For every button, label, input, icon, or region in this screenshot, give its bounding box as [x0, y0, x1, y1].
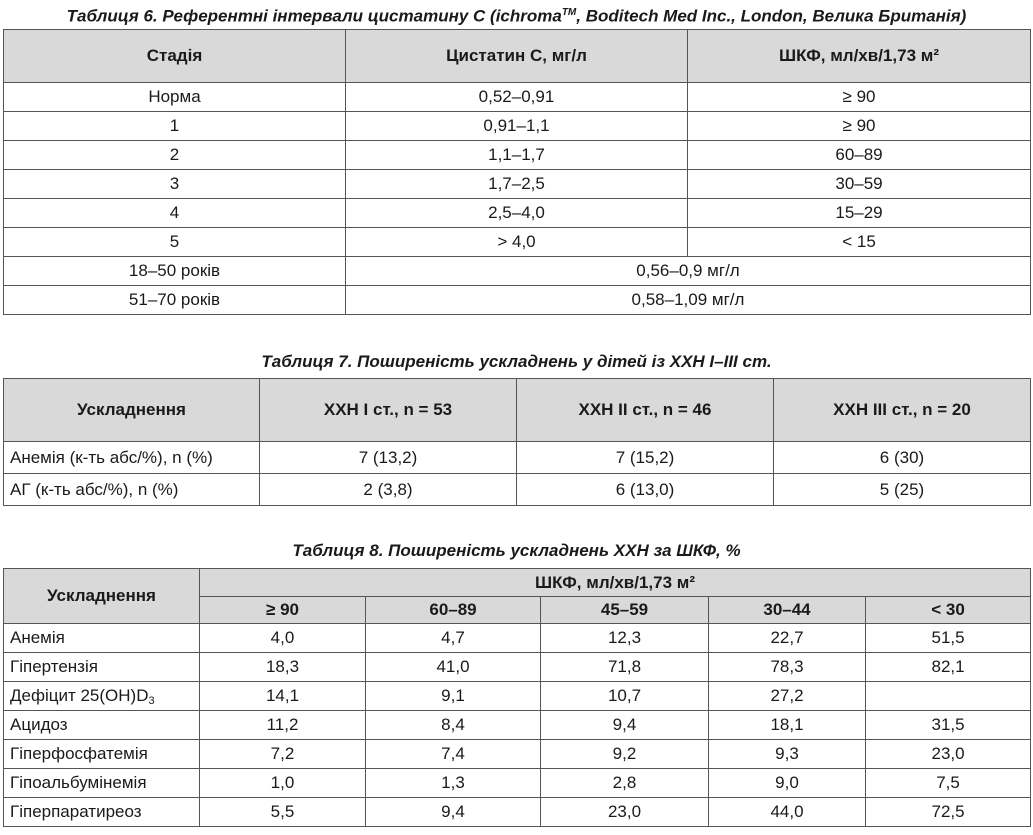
- table-cell: [4, 740, 200, 769]
- table-cell: 4: [4, 199, 346, 228]
- table-row: [4, 798, 1031, 827]
- complication-label: Гіпертензія: [10, 657, 98, 676]
- table7-header-cell: ХХН II ст., n = 46: [517, 379, 774, 442]
- table-cell: 2,8: [541, 769, 709, 798]
- table-cell: 30–59: [688, 170, 1031, 199]
- table6-header-cell: ШКФ, мл/хв/1,73 м²: [688, 30, 1031, 83]
- table-cell: АГ (к-ть абс/%), n (%): [4, 474, 260, 506]
- table-cell: 7 (15,2): [517, 442, 774, 474]
- table-cell: < 15: [688, 228, 1031, 257]
- table-cell: 9,2: [541, 740, 709, 769]
- table-cell: 5 (25): [774, 474, 1031, 506]
- table-cell: 10,7: [541, 682, 709, 711]
- table-row: [4, 170, 1031, 199]
- subscript: 3: [148, 694, 155, 707]
- table-cell: 41,0: [366, 653, 541, 682]
- table-cell: [4, 798, 200, 827]
- complication-label: Гіпоальбумінемія: [10, 773, 147, 792]
- table7-header-cell: ХХН III ст., n = 20: [774, 379, 1031, 442]
- table-cell: 1,1–1,7: [346, 141, 688, 170]
- complication-label: Гіперпаратиреоз: [10, 802, 142, 821]
- table-row: [4, 442, 1031, 474]
- table-row: [4, 257, 1031, 286]
- table-cell: 15–29: [688, 199, 1031, 228]
- table-cell: 6 (30): [774, 442, 1031, 474]
- table-cell: 78,3: [709, 653, 866, 682]
- table-cell: Норма: [4, 83, 346, 112]
- table-cell: 2 (3,8): [260, 474, 517, 506]
- table-cell: 7,2: [200, 740, 366, 769]
- table-row: [4, 141, 1031, 170]
- table-cell: 4,7: [366, 624, 541, 653]
- table-cell: ≥ 90: [688, 112, 1031, 141]
- table-row: [4, 474, 1031, 506]
- table8-body: [4, 624, 1031, 827]
- table-row: [4, 286, 1031, 315]
- table8-subheader-cell: 30–44: [709, 597, 866, 624]
- table-cell: 14,1: [200, 682, 366, 711]
- table-row: [4, 199, 1031, 228]
- table-cell: [4, 711, 200, 740]
- complication-label: Ацидоз: [10, 715, 68, 734]
- table7-header-cell: ХХН I ст., n = 53: [260, 379, 517, 442]
- table-cell: 0,52–0,91: [346, 83, 688, 112]
- table-cell: 23,0: [541, 798, 709, 827]
- table-cell: 11,2: [200, 711, 366, 740]
- table-cell: 0,91–1,1: [346, 112, 688, 141]
- table6-caption-text: Таблиця 6. Референтні інтервали цистатину С (ichroma: [66, 6, 562, 26]
- table-cell: 9,4: [541, 711, 709, 740]
- table-cell: 82,1: [866, 653, 1031, 682]
- table-cell: 0,56–0,9 мг/л: [346, 257, 1031, 286]
- table-cell: 1: [4, 112, 346, 141]
- table7-header-cell: Ускладнення: [4, 379, 260, 442]
- table-cell: [4, 624, 200, 653]
- table-cell: 3: [4, 170, 346, 199]
- table-row: [4, 83, 1031, 112]
- table8-subheader-cell: ≥ 90: [200, 597, 366, 624]
- table-cell: ≥ 90: [688, 83, 1031, 112]
- table-cell: 7,4: [366, 740, 541, 769]
- table-row: [4, 711, 1031, 740]
- table-cell: > 4,0: [346, 228, 688, 257]
- table-cell: 18–50 років: [4, 257, 346, 286]
- table-row: [4, 740, 1031, 769]
- table-cell: 44,0: [709, 798, 866, 827]
- table7-caption: Таблиця 7. Поширеність ускладнень у дітей із ХХН I–III ст.: [261, 352, 772, 371]
- table6: [3, 29, 1031, 315]
- table-row: [4, 653, 1031, 682]
- complication-label: Анемія: [10, 628, 65, 647]
- table6-header-cell: Стадія: [4, 30, 346, 83]
- table7-body: [4, 442, 1031, 506]
- table6-header-row: [4, 30, 1031, 83]
- table-cell: 12,3: [541, 624, 709, 653]
- table-cell: [4, 769, 200, 798]
- table6-body: [4, 83, 1031, 315]
- table6-header-cell: Цистатин С, мг/л: [346, 30, 688, 83]
- table-cell: 1,7–2,5: [346, 170, 688, 199]
- table8-subheader-cell: < 30: [866, 597, 1031, 624]
- table-cell: 9,0: [709, 769, 866, 798]
- table-cell: 22,7: [709, 624, 866, 653]
- table8-subheader-cell: 45–59: [541, 597, 709, 624]
- table-cell: 2: [4, 141, 346, 170]
- table-cell: 18,1: [709, 711, 866, 740]
- table-cell: [4, 653, 200, 682]
- table-row: [4, 682, 1031, 711]
- table-cell: 60–89: [688, 141, 1031, 170]
- table-cell: 1,3: [366, 769, 541, 798]
- table6-caption-text-end: , Boditech Med Inc., London, Велика Британія): [576, 6, 967, 26]
- table8: [3, 568, 1031, 827]
- table-cell: [4, 682, 200, 711]
- table8-subheader-cell: 60–89: [366, 597, 541, 624]
- table-row: [4, 769, 1031, 798]
- table-cell: 5: [4, 228, 346, 257]
- table-cell: 6 (13,0): [517, 474, 774, 506]
- table-cell: 7 (13,2): [260, 442, 517, 474]
- table-cell: 31,5: [866, 711, 1031, 740]
- table-cell: Анемія (к-ть абс/%), n (%): [4, 442, 260, 474]
- complication-label: Дефіцит 25(OH)D: [10, 685, 149, 705]
- table-cell: 9,4: [366, 798, 541, 827]
- table-cell: 5,5: [200, 798, 366, 827]
- table-cell: [866, 682, 1031, 711]
- table-cell: 4,0: [200, 624, 366, 653]
- table8-header-complication: Ускладнення: [4, 569, 200, 624]
- table8-caption: Таблиця 8. Поширеність ускладнень ХХН за ШКФ, %: [292, 541, 741, 560]
- table-cell: 51–70 років: [4, 286, 346, 315]
- table6-caption: [0, 2, 1033, 28]
- table-row: [4, 228, 1031, 257]
- table8-header-row: [4, 569, 1031, 597]
- table-cell: 2,5–4,0: [346, 199, 688, 228]
- table-cell: 71,8: [541, 653, 709, 682]
- table-row: [4, 624, 1031, 653]
- table-cell: 9,1: [366, 682, 541, 711]
- complication-label: Гіперфосфатемія: [10, 744, 148, 763]
- table7-header-row: [4, 379, 1031, 442]
- table-cell: 51,5: [866, 624, 1031, 653]
- table8-header-group: ШКФ, мл/хв/1,73 м²: [200, 569, 1031, 597]
- table-row: [4, 112, 1031, 141]
- table7: [3, 378, 1031, 506]
- table-cell: 0,58–1,09 мг/л: [346, 286, 1031, 315]
- table6-caption-trademark: TM: [561, 7, 577, 18]
- table-cell: 8,4: [366, 711, 541, 740]
- table-cell: 9,3: [709, 740, 866, 769]
- table-cell: 23,0: [866, 740, 1031, 769]
- table-cell: 18,3: [200, 653, 366, 682]
- table-cell: 27,2: [709, 682, 866, 711]
- table-cell: 7,5: [866, 769, 1031, 798]
- table-cell: 1,0: [200, 769, 366, 798]
- table-cell: 72,5: [866, 798, 1031, 827]
